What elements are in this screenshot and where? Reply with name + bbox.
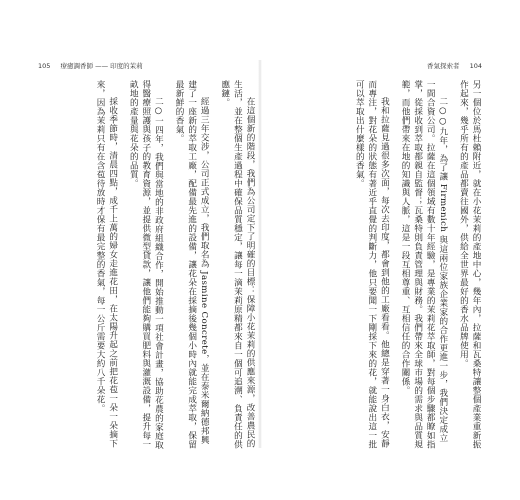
left-paragraph-4: 採收季節時，清晨四點，成千上萬的婦女走進花田，在太陽升起之前把花苞一朵一朵摘下來，因為茉莉只有在含苞待放時才保有最完整的香氣，每一公斤需要大約八千朵花。 bbox=[95, 80, 118, 449]
right-running-title: 香氣探索者 bbox=[427, 62, 460, 70]
left-page-number: 105 bbox=[38, 62, 51, 70]
right-paragraph-1: 另一個位於馬杜賴附近，就在小花茉莉的產地中心，幾年內，拉薩和瓦桑特讓整個產業重新振作起來，幾乎所有的產品都賣往國外，供給全世界最好的香水品牌使用。 bbox=[458, 80, 481, 449]
right-page bbox=[264, 58, 482, 450]
left-paragraph-1: 在這個新的階段，我們為公司定下了明確的目標：保障小花茉莉的供應來源，改善農民的生活，並在整個生產過程中確保品質穩定，讓每一滴茉莉原精都來自一個可追溯、負責任的供應鏈。 bbox=[219, 80, 255, 449]
right-page-body bbox=[264, 80, 482, 450]
left-page-body bbox=[38, 80, 256, 450]
right-page-number: 104 bbox=[469, 62, 482, 70]
right-page-header bbox=[264, 58, 482, 74]
left-paragraph-3: 二○一四年，我們與當地的非政府組織合作，開始推動一項社會計畫，協助花農的家庭取得醫療照護與孩子的教育資源，並提供微型貸款，讓他們能夠購買肥料與灌溉設備，提升每一畝地的產量與花朵的品質。 bbox=[128, 80, 164, 450]
left-running-subtitle: 印度的茉莉 bbox=[110, 62, 143, 70]
left-page-header: 105 療癒調香師 —— 印度的茉莉 bbox=[38, 62, 143, 70]
right-paragraph-2: 二○○九年，為了讓 Firmenich 與這兩位家族企業家的合作更進一步，我們決定成立一間合資公司。拉薩在這個領域有數十年經驗，是專業的茉莉花萃取師，對每個步驟都瞭如指掌，從採收到萃取都親自監督；瓦桑特則負責管理與財務。我們帶來全球市場的需求與品質規範，而他們帶來在地的知識與人脈，這是一段互相尊重、互相信任的合作關係。 bbox=[400, 80, 448, 449]
book-gutter bbox=[258, 60, 262, 448]
left-running-title: 療癒調香師 bbox=[60, 62, 93, 70]
left-page bbox=[38, 58, 256, 450]
left-paragraph-2: 經過三年交涉，公司正式成立，我們取名為 Jasmine Concrete，並在泰米爾納德邦興建了一座新的萃取工廠，配備最先進的設備，讓花朵在採摘後幾個小時內就能完成萃取，保留最新鮮的香氣。 bbox=[174, 80, 210, 449]
right-paragraph-3: 我和拉薩見過很多次面，每次去印度，都會到他的工廠看看。他總是穿著一身白衣，安靜而專注，對花朵的狀態有著近乎直覺的判斷力，他只要聞一下剛採下來的花，就能說出這一批可以萃取出什麼樣的香氣。 bbox=[354, 80, 390, 449]
